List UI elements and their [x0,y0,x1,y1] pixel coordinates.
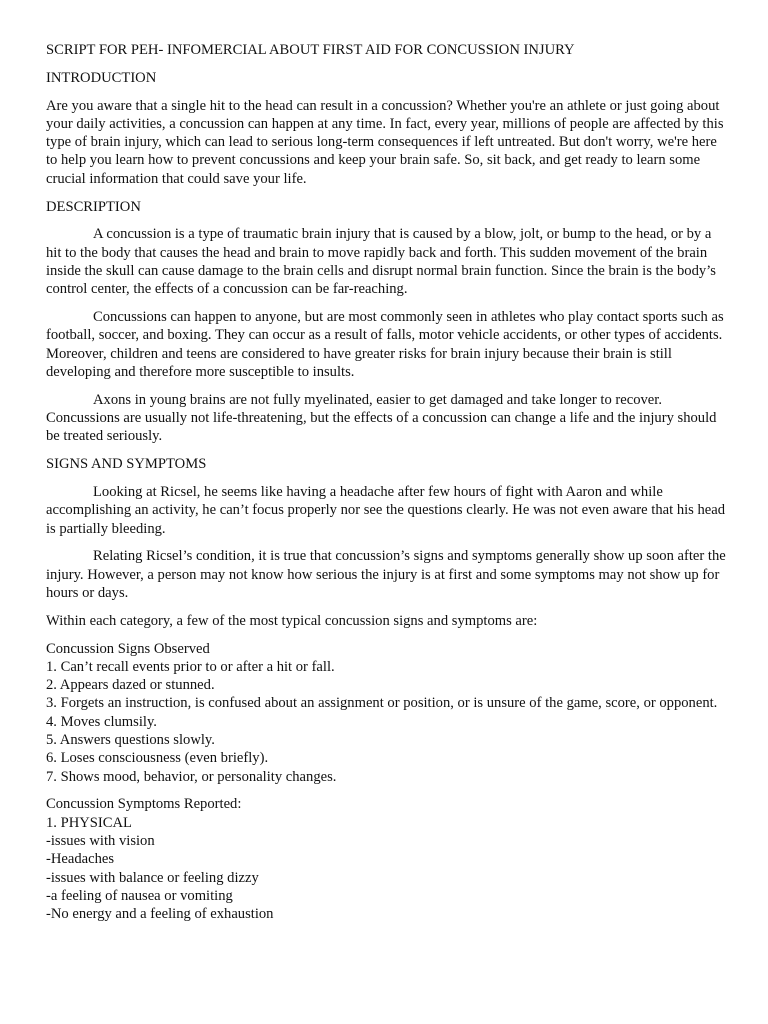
signs-observed-list [46,640,726,786]
list-item: -Headaches [46,851,115,868]
signs-symptoms-paragraph: Relating Ricsel’s condition, it is true that concussion’s signs and symptoms generally show up soon after the injury. However, a person may not know how serious the injury is at first and some symptoms may not show up for hours or days. [46,548,726,601]
description-paragraph: A concussion is a type of traumatic brain injury that is caused by a blow, jolt, or bump to the head, or by a hit to the body that causes the head and brain to move rapidly back and forth. This sudden movement of the brain inside the skull can cause damage to the brain cells and disrupt normal brain function. Since the brain is the body’s control center, the effects of a concussion can be far-reaching. [46,226,716,298]
list-item: 6. Loses consciousness (even briefly). [46,750,269,767]
signs-symptoms-intro: Within each category, a few of the most typical concussion signs and symptoms are: [46,612,538,629]
list-item: -No energy and a feeling of exhaustion [46,906,274,923]
list-item: 7. Shows mood, behavior, or personality changes. [46,768,337,785]
description-heading: DESCRIPTION [46,198,141,215]
symptoms-reported-list [46,795,726,923]
description-paragraph: Axons in young brains are not fully myelinated, easier to get damaged and take longer to recover. Concussions are usually not life-threatening, but the effects of a concussion can change a life and the injury should be treated seriously. [46,391,717,445]
list-item: 2. Appears dazed or stunned. [46,677,215,694]
list-item: 4. Moves clumsily. [46,713,157,730]
symptoms-category: 1. PHYSICAL [46,814,132,831]
list-item: -a feeling of nausea or vomiting [46,887,233,904]
signs-observed-title: Concussion Signs Observed [46,640,210,657]
description-paragraph: Concussions can happen to anyone, but are most commonly seen in athletes who play contact sports such as football, soccer, and boxing. They can occur as a result of falls, motor vehicle accidents, or other types of accidents. Moreover, children and teens are considered to have greater risks for brain injury because their brain is still developing and therefore more susceptible to insults. [46,309,724,380]
symptoms-reported-title: Concussion Symptoms Reported: [46,796,242,813]
list-item: 3. Forgets an instruction, is confused about an assignment or position, or is unsure of the game, score, or opponent. [46,695,718,712]
list-item: -issues with balance or feeling dizzy [46,869,259,886]
document-title: SCRIPT FOR PEH- INFOMERCIAL ABOUT FIRST AID FOR CONCUSSION INJURY [46,42,575,58]
document-page [46,41,726,933]
signs-symptoms-heading: SIGNS AND SYMPTOMS [46,456,207,473]
signs-symptoms-paragraph: Looking at Ricsel, he seems like having a headache after few hours of fight with Aaron and while accomplishing an activity, he can’t focus properly nor see the questions clearly. He was not even aware that his head is partially bleeding. [46,483,726,537]
list-item: 5. Answers questions slowly. [46,732,215,748]
list-item: 1. Can’t recall events prior to or after a hit or fall. [46,658,335,675]
introduction-heading: INTRODUCTION [46,69,157,86]
list-item: -issues with vision [46,832,155,849]
introduction-paragraph: Are you aware that a single hit to the head can result in a concussion? Whether you're an athlete or just going about your daily activities, a concussion can happen at any time. In fact, every year, millions of people are affected by this type of brain injury, which can lead to serious long-term consequences if left untreated. But don't worry, we're here to help you learn how to prevent concussions and keep your brain safe. So, sit back, and get ready to learn some crucial information that could save your life. [46,97,724,187]
